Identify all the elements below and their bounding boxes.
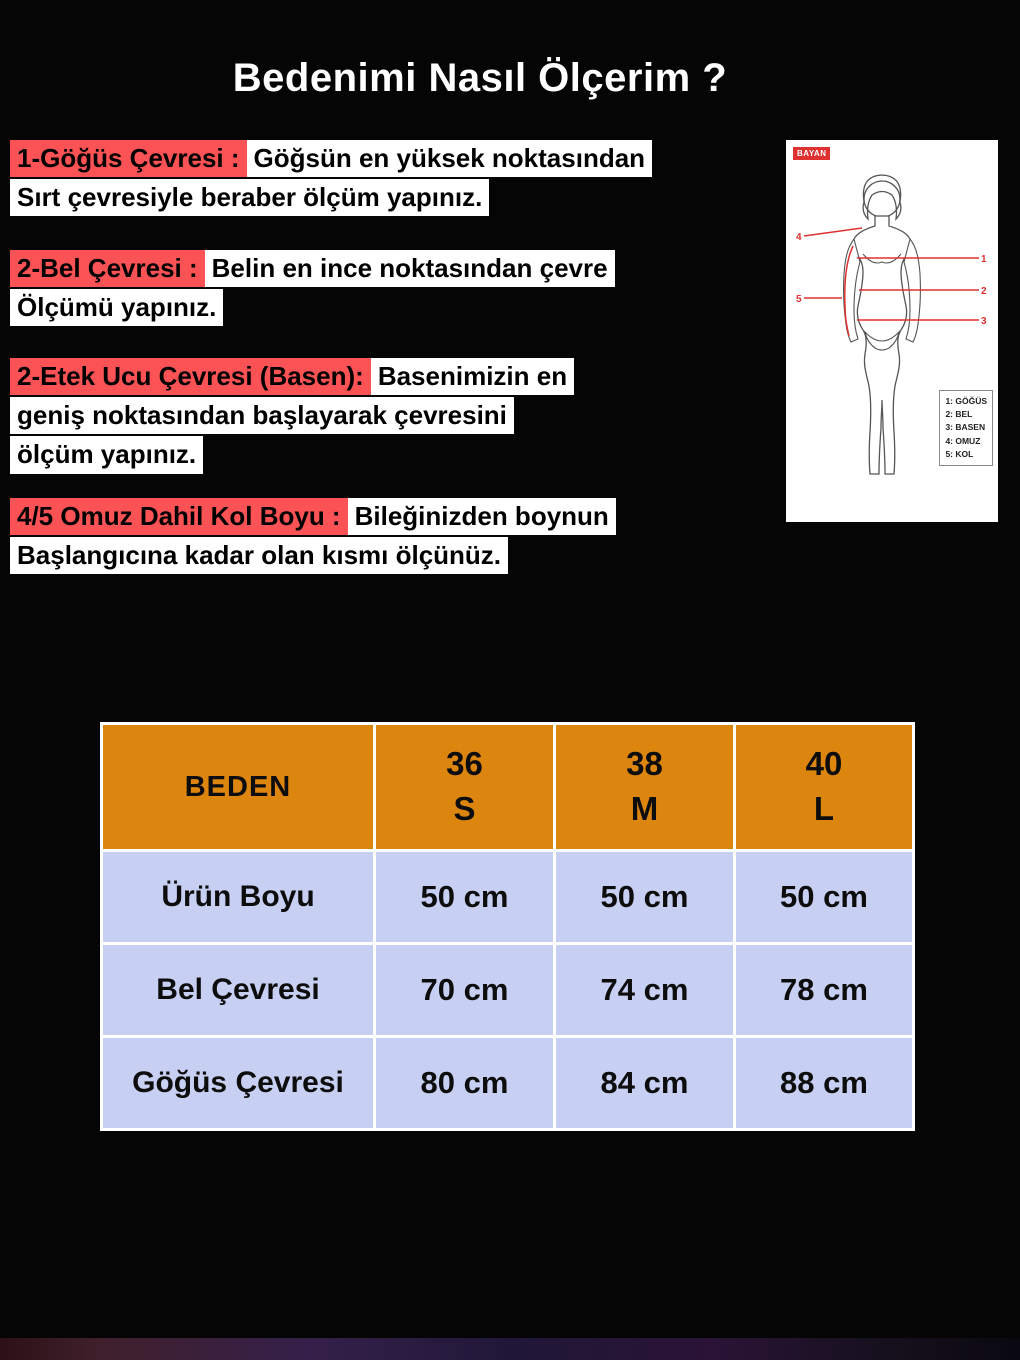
marker-3-hip: 3: [981, 316, 987, 327]
size-table: [100, 722, 915, 1131]
row-label: Bel Çevresi: [102, 944, 375, 1037]
size-letter: M: [630, 790, 659, 827]
cell-value: 50 cm: [375, 851, 555, 944]
row-label: Ürün Boyu: [102, 851, 375, 944]
instruction-line: [10, 289, 710, 326]
cell-value: 84 cm: [555, 1037, 735, 1130]
instruction-text: Basenimizin en: [371, 358, 574, 395]
cell-value: 70 cm: [375, 944, 555, 1037]
instruction-label: 4/5 Omuz Dahil Kol Boyu :: [10, 498, 348, 535]
instruction-text: ölçüm yapınız.: [10, 436, 203, 473]
instruction-text: Başlangıcına kadar olan kısmı ölçünüz.: [10, 537, 508, 574]
table-row-bel-cevresi: [102, 944, 914, 1037]
instruction-text: Sırt çevresiyle beraber ölçüm yapınız.: [10, 179, 489, 216]
instruction-line: [10, 436, 710, 473]
cell-value: 74 cm: [555, 944, 735, 1037]
bottom-edge-strip: [0, 1338, 1020, 1360]
instruction-text: Ölçümü yapınız.: [10, 289, 223, 326]
table-row-gogus-cevresi: [102, 1037, 914, 1130]
instruction-line: [10, 397, 710, 434]
row-label: Göğüs Çevresi: [102, 1037, 375, 1130]
size-table-wrap: [100, 722, 912, 1131]
instruction-line: [10, 537, 710, 574]
instruction-text: geniş noktasından başlayarak çevresini: [10, 397, 514, 434]
measurement-legend: [939, 390, 993, 466]
cell-value: 50 cm: [555, 851, 735, 944]
instruction-line: [10, 179, 710, 216]
table-row-urun-boyu: [102, 851, 914, 944]
size-number: 38: [626, 745, 663, 783]
header-size-38-m: [555, 724, 735, 851]
legend-item: 3: BASEN: [945, 422, 986, 433]
instruction-label: 1-Göğüs Çevresi :: [10, 140, 247, 177]
measurement-figure-box: [786, 140, 998, 522]
instruction-label: 2-Etek Ucu Çevresi (Basen):: [10, 358, 371, 395]
instruction-bel-cevresi: [10, 250, 710, 328]
header-beden: BEDEN: [102, 724, 375, 851]
legend-item: 1: GÖĞÜS: [945, 396, 987, 406]
size-number: 36: [446, 745, 483, 783]
cell-value: 78 cm: [735, 944, 914, 1037]
page-title: Bedenimi Nasıl Ölçerim ?: [232, 56, 728, 100]
instruction-text: Bileğinizden boynun: [348, 498, 616, 535]
instruction-label: 2-Bel Çevresi :: [10, 250, 205, 287]
cell-value: 80 cm: [375, 1037, 555, 1130]
header-size-36-s: [375, 724, 555, 851]
header-size-40-l: [735, 724, 914, 851]
marker-2-waist: 2: [981, 286, 987, 297]
bayan-tag: BAYAN: [793, 147, 830, 160]
instruction-text: Belin en ince noktasından çevre: [205, 250, 615, 287]
marker-4-shoulder: 4: [796, 232, 802, 243]
instruction-gogus-cevresi: [10, 140, 710, 218]
legend-item: 5: KOL: [945, 448, 974, 459]
cell-value: 88 cm: [735, 1037, 914, 1130]
marker-5-arm: 5: [796, 294, 802, 305]
instruction-omuz-kol-boyu: [10, 498, 710, 576]
marker-1-chest: 1: [981, 254, 987, 265]
legend-item: 2: BEL: [945, 409, 973, 420]
instruction-etek-ucu-cevresi: [10, 358, 710, 476]
table-header-row: [102, 724, 914, 851]
instruction-line: [10, 250, 710, 287]
size-letter: S: [453, 790, 476, 827]
size-letter: L: [813, 790, 835, 827]
legend-item: 4: OMUZ: [945, 435, 981, 446]
instruction-line: [10, 498, 710, 535]
size-number: 40: [805, 745, 843, 783]
instruction-line: [10, 358, 710, 395]
instruction-text: Göğsün en yüksek noktasından: [247, 140, 653, 177]
instruction-line: [10, 140, 710, 177]
cell-value: 50 cm: [735, 851, 914, 944]
